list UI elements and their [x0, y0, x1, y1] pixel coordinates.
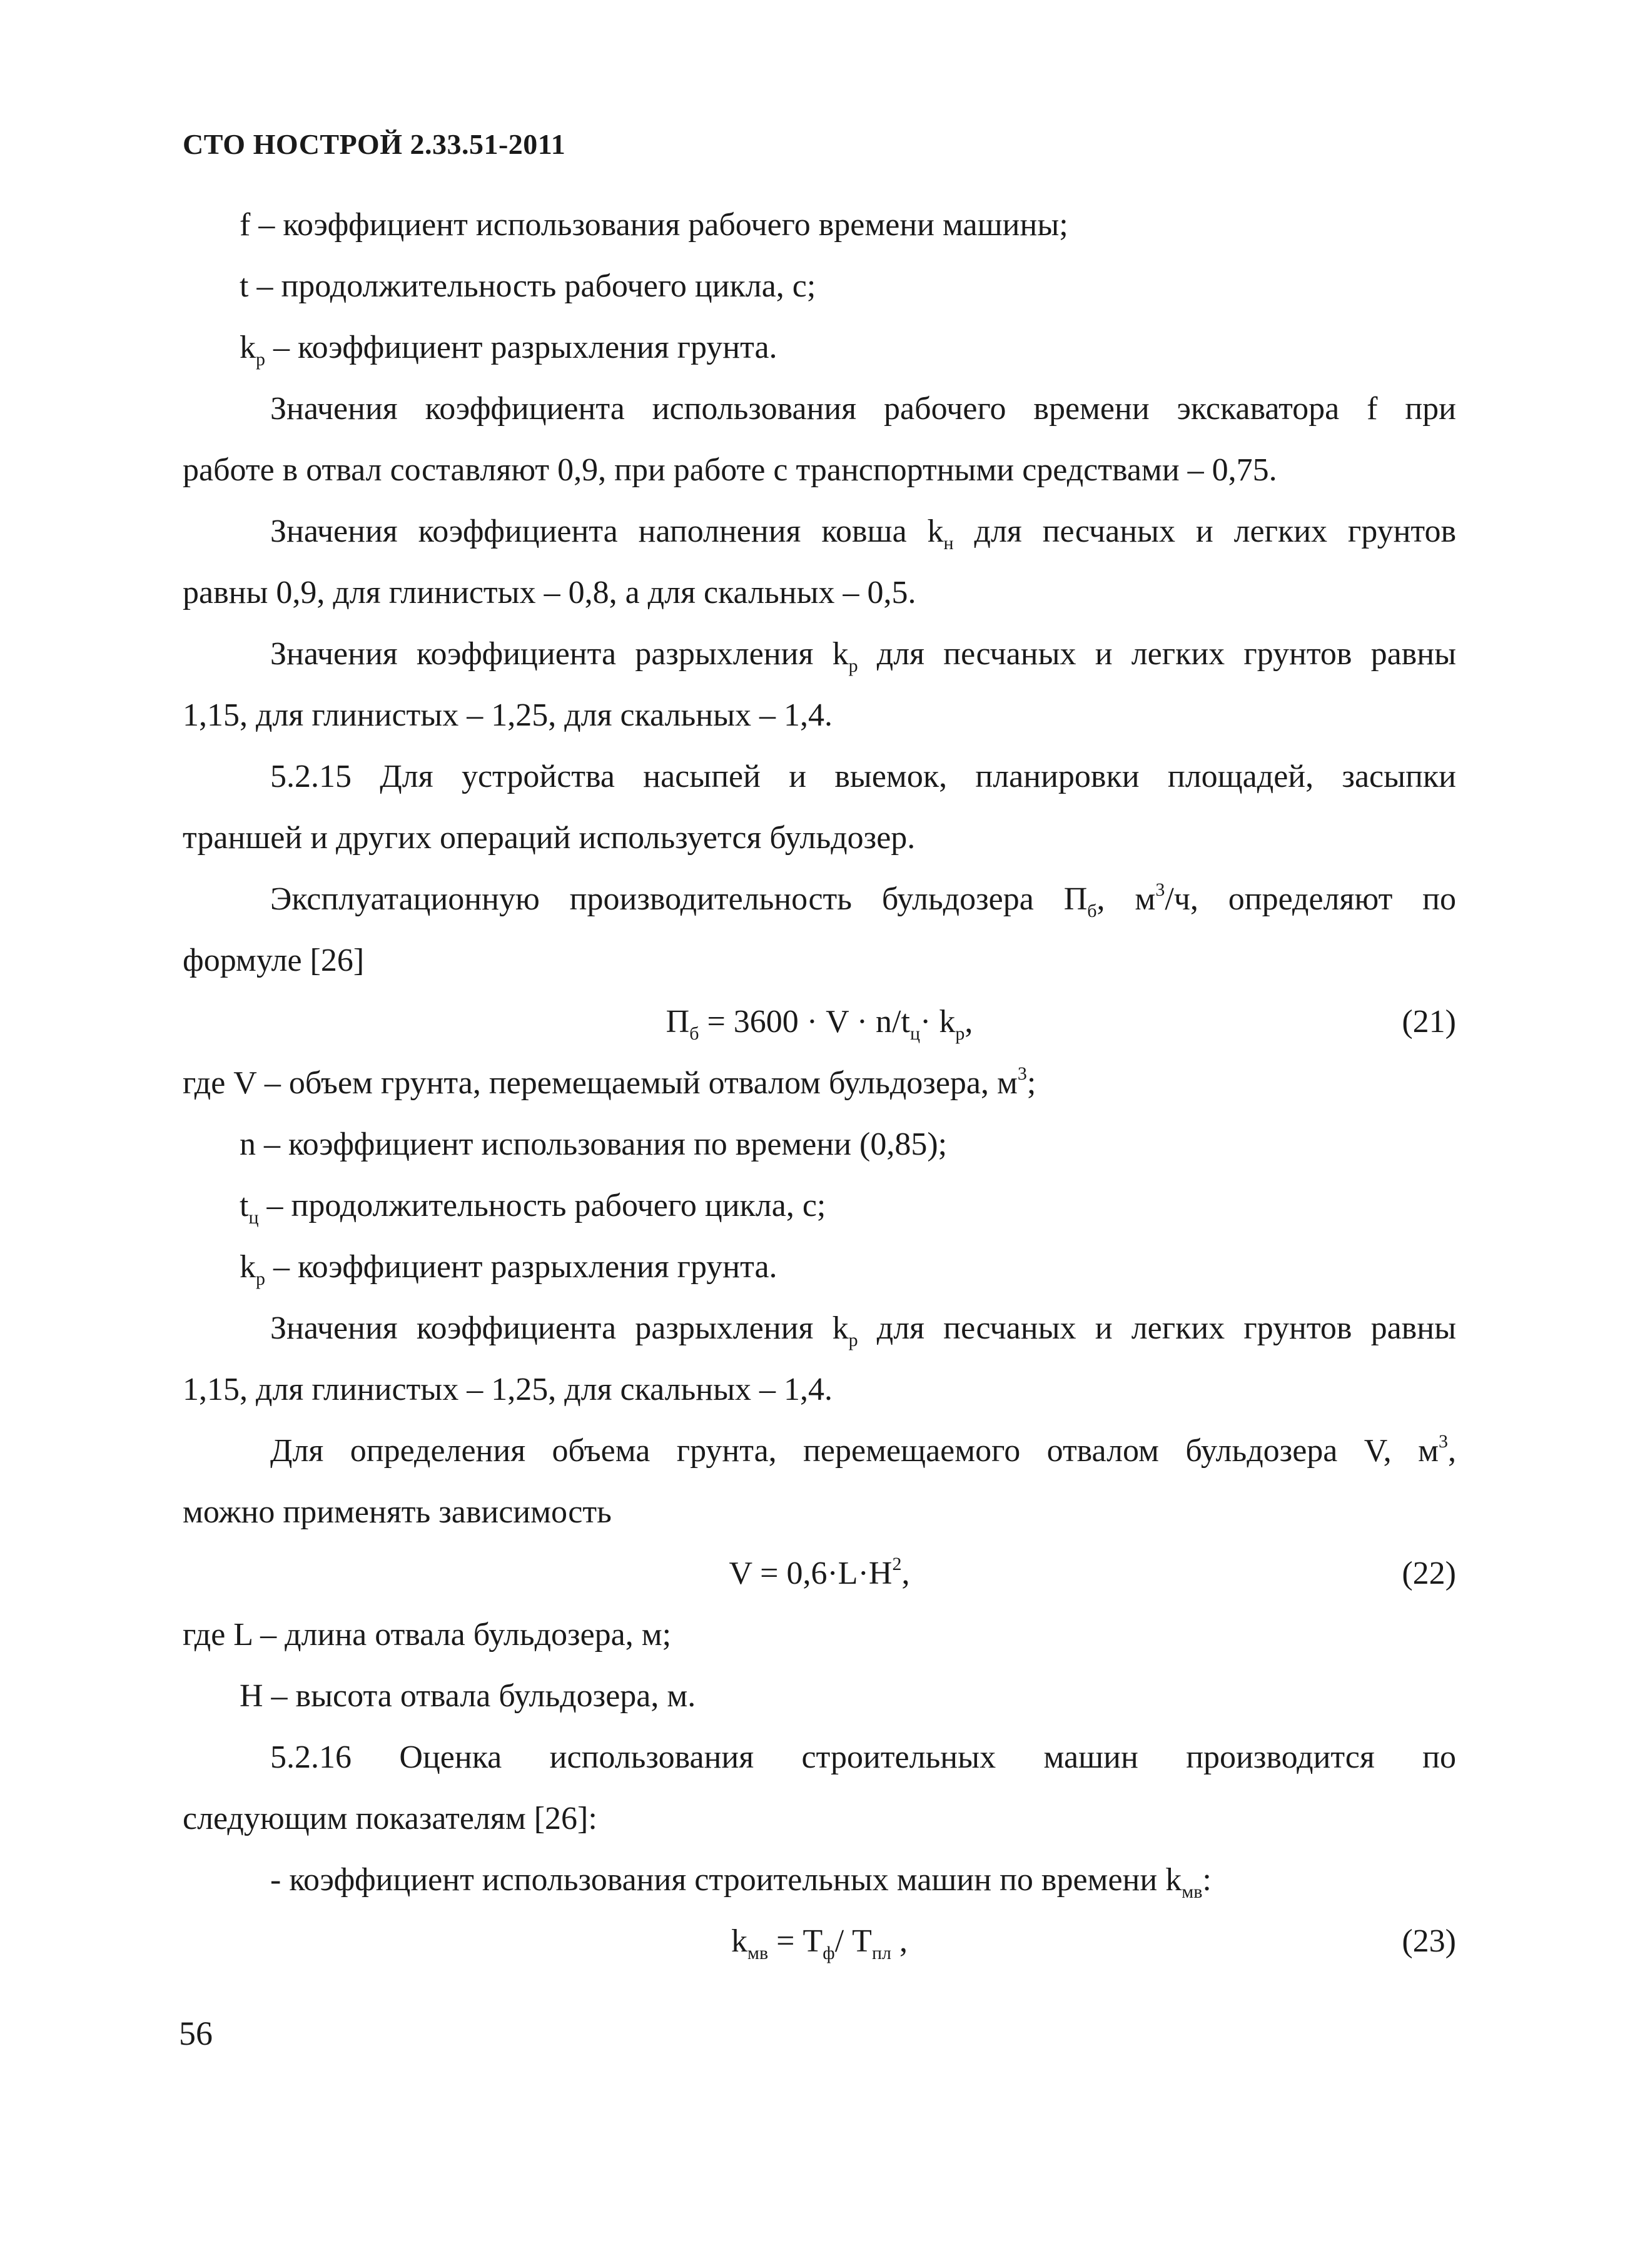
paragraph-line: Значения коэффициента разрыхления $k_р$ для песчаных и легких грунтов равны: [270, 636, 1457, 676]
text-line: где L – длина отвала бульдозера, м;: [183, 1617, 672, 1653]
formula-22: $V = 0,6\cdot L\cdot H^2$,: [729, 1554, 910, 1591]
text-line: $t_ц$ – продолжительность рабочего цикла, с;: [240, 1188, 826, 1228]
text-line: $k_р$ – коэффициент разрыхления грунта.: [240, 330, 777, 370]
formula-21: $П_б = 3600 \cdot V \cdot n/t_ц\cdot k_р$,: [666, 1004, 973, 1044]
paragraph-line: равны 0,9, для глинистых – 0,8, а для скальных – 0,5.: [183, 575, 916, 610]
paragraph-line: Значения коэффициента разрыхления $k_р$ для песчаных и легких грунтов равны: [270, 1310, 1457, 1350]
equation-number: (21): [1402, 1004, 1456, 1040]
paragraph-line: траншей и других операций используется бульдозер.: [183, 820, 916, 856]
text-line: t – продолжительность рабочего цикла, с;: [240, 268, 816, 304]
text-line: H – высота отвала бульдозера, м.: [240, 1678, 696, 1714]
text-line: где V – объем грунта, перемещаемый отвалом бульдозера, $м^3$;: [183, 1063, 1036, 1101]
paragraph-line: Эксплуатационную производительность бульдозера $П_б$, $м^3/ч$, определяют по: [270, 879, 1456, 921]
page-number: 56: [179, 2015, 213, 2052]
paragraph-line: 5.2.16 Оценка использования строительных машин производится по: [270, 1739, 1456, 1775]
formula-23: $k_{мв} = T_ф/$ $T_{пл}$ ,: [731, 1923, 908, 1963]
document-header: СТО НОСТРОЙ 2.33.51-2011: [183, 128, 566, 160]
text-line: f – коэффициент использования рабочего времени машины;: [240, 207, 1068, 243]
paragraph-line: работе в отвал составляют 0,9, при работе с транспортными средствами – 0,75.: [183, 452, 1277, 488]
text-line: $k_р$ – коэффициент разрыхления грунта.: [240, 1249, 777, 1289]
paragraph-line: 1,15, для глинистых – 1,25, для скальных – 1,4.: [183, 697, 833, 733]
paragraph-line: формуле [26]: [183, 943, 365, 978]
paragraph-line: Значения коэффициента использования рабочего времени экскаватора f при: [270, 391, 1456, 427]
paragraph-line: Для определения объема грунта, перемещаемого отвалом бульдозера V, $м^3$,: [270, 1431, 1456, 1469]
paragraph-line: 5.2.15 Для устройства насыпей и выемок, планировки площадей, засыпки: [270, 759, 1456, 794]
equation-number: (22): [1402, 1556, 1456, 1591]
paragraph-line: следующим показателям [26]:: [183, 1801, 597, 1836]
paragraph-line: - коэффициент использования строительных машин по времени $k_{мв}$:: [270, 1862, 1212, 1902]
equation-number: (23): [1402, 1923, 1456, 1959]
paragraph-line: можно применять зависимость: [183, 1494, 612, 1530]
paragraph-line: Значения коэффициента наполнения ковша $k_н$ для песчаных и легких грунтов: [270, 514, 1456, 554]
paragraph-line: 1,15, для глинистых – 1,25, для скальных – 1,4.: [183, 1372, 833, 1407]
text-line: n – коэффициент использования по времени (0,85);: [240, 1126, 948, 1162]
